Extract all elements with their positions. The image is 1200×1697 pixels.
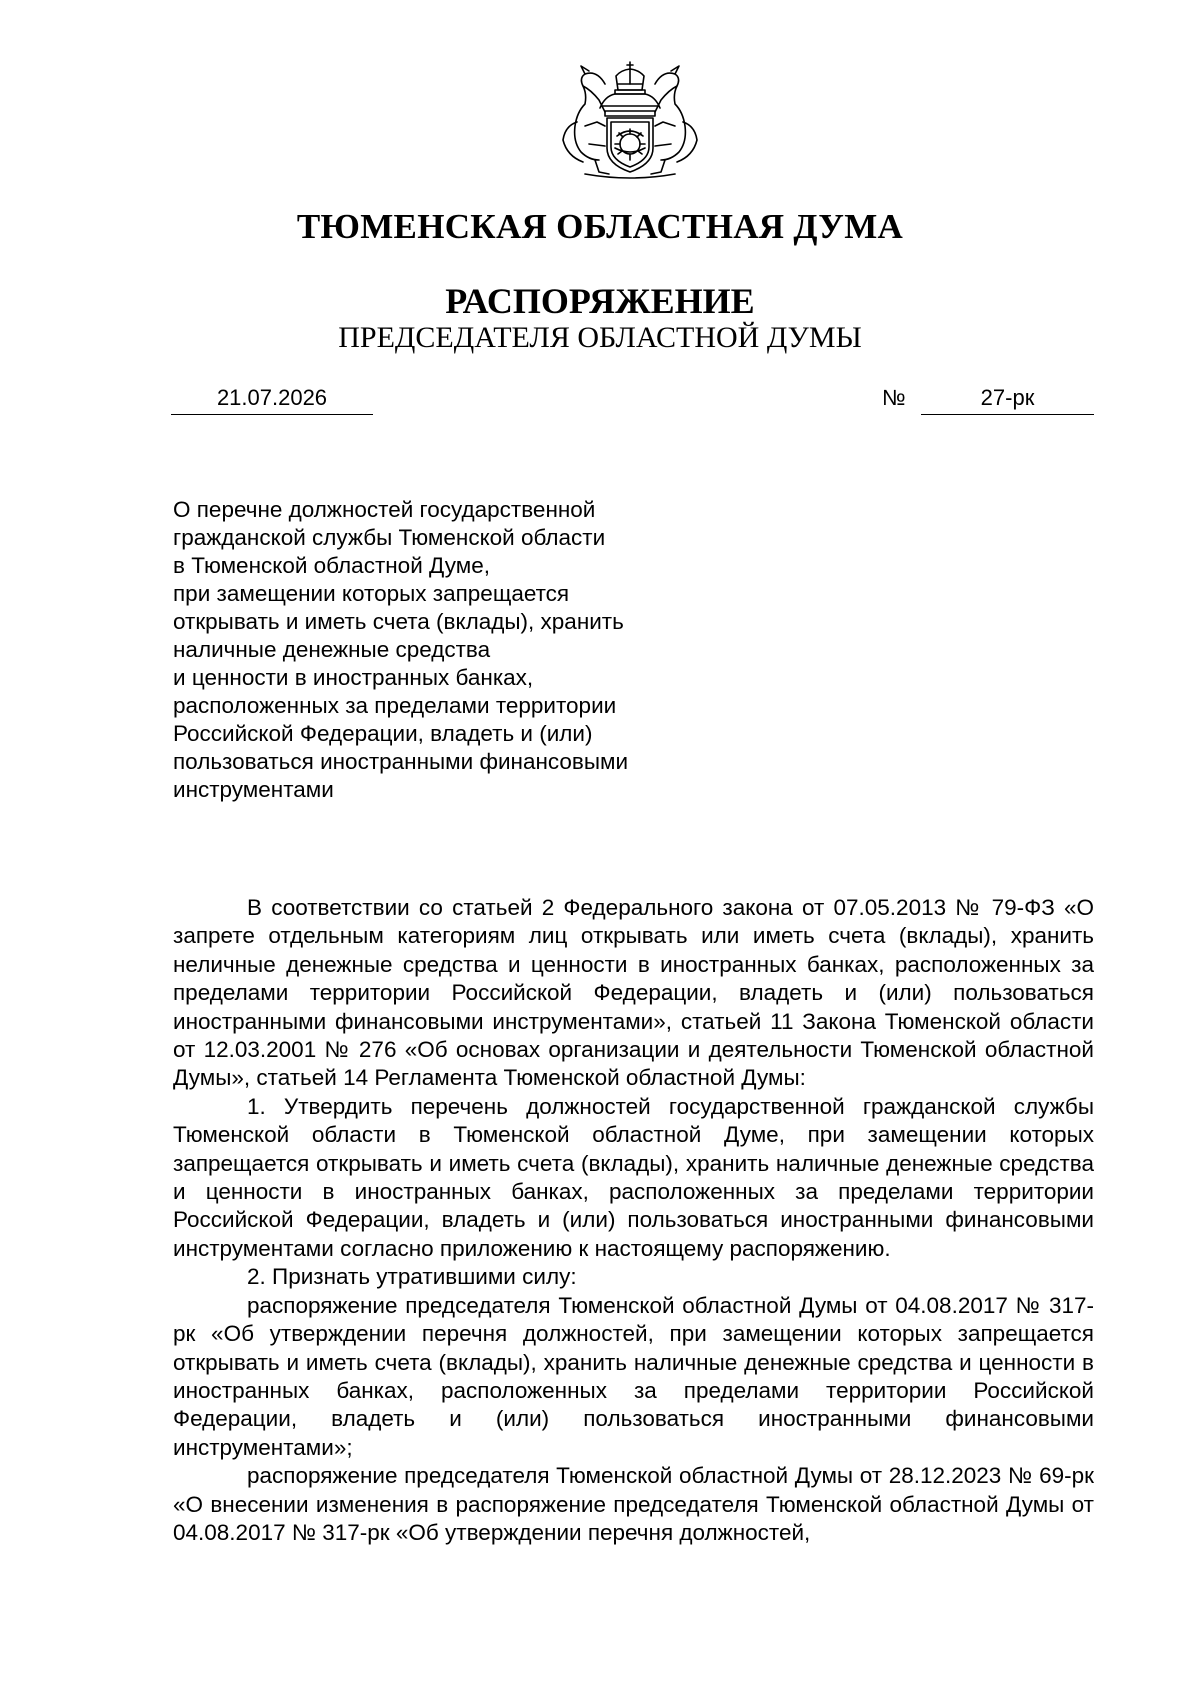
clause-2-paragraph: 2. Признать утратившими силу:	[247, 1264, 577, 1290]
subject-line: открывать и иметь счета (вклады), хранить	[173, 609, 624, 634]
document-number: 27-рк	[921, 384, 1094, 415]
subject-line: пользоваться иностранными финансовыми	[173, 749, 629, 774]
subject-line: О перечне должностей государственной	[173, 497, 596, 522]
subject-line: инструментами	[173, 777, 334, 802]
document-subject	[173, 496, 693, 804]
repealed-order-paragraph: распоряжение председателя Тюменской областной Думы от 04.08.2017 № 317-рк «Об утверждении перечня должностей, при замещении которых запрещается открывать и иметь счета (вклады), хранить наличные денежные средства и ценности в иностранных банках, расположенных за пределами территории Российской Федерации, владеть и (или) пользоваться иностранными финансовыми инструментами»;	[173, 1292, 1094, 1460]
coat-of-arms-icon	[555, 56, 705, 182]
subject-line: и ценности в иностранных банках,	[173, 665, 534, 690]
document-type-title: РАСПОРЯЖЕНИЕ	[445, 281, 755, 321]
document-subtitle: ПРЕДСЕДАТЕЛЯ ОБЛАСТНОЙ ДУМЫ	[338, 321, 862, 354]
subject-line: в Тюменской областной Думе,	[173, 553, 490, 578]
number-sign: №	[882, 385, 906, 410]
clause-1-paragraph: 1. Утвердить перечень должностей государственной гражданской службы Тюменской области в Тюменской областной Думе, при замещении которых запрещается открывать и иметь счета (вклады), хранить наличные денежные средства и ценности в иностранных банках, расположенных за пределами территории Российской Федерации, владеть и (или) пользоваться иностранными финансовыми инструментами согласно приложению к настоящему распоряжению.	[173, 1093, 1094, 1261]
subject-line: наличные денежные средства	[173, 637, 491, 662]
document-date: 21.07.2026	[171, 384, 373, 415]
subject-line: при замещении которых запрещается	[173, 581, 570, 606]
repealed-order-paragraph: распоряжение председателя Тюменской областной Думы от 28.12.2023 № 69-рк «О внесении изменения в распоряжение председателя Тюменской областной Думы от 04.08.2017 № 317-рк «Об утверждении перечня должностей,	[173, 1463, 1094, 1545]
subject-line: расположенных за пределами территории	[173, 693, 617, 718]
subject-line: Российской Федерации, владеть и (или)	[173, 721, 593, 746]
document-body	[173, 894, 1094, 1547]
preamble-paragraph: В соответствии со статьей 2 Федерального закона от 07.05.2013 № 79-ФЗ «О запрете отдельным категориям лиц открывать или иметь счета (вклады), хранить неличные денежные средства и ценности в иностранных банках, расположенных за пределами территории Российской Федерации, владеть и (или) пользоваться иностранными финансовыми инструментами», статьей 11 Закона Тюменской области от 12.03.2001 № 276 «Об основах организации и деятельности Тюменской областной Думы», статьей 14 Регламента Тюменской областной Думы:	[173, 895, 1094, 1091]
organization-title: ТЮМЕНСКАЯ ОБЛАСТНАЯ ДУМА	[296, 207, 904, 246]
subject-line: гражданской службы Тюменской области	[173, 525, 606, 550]
